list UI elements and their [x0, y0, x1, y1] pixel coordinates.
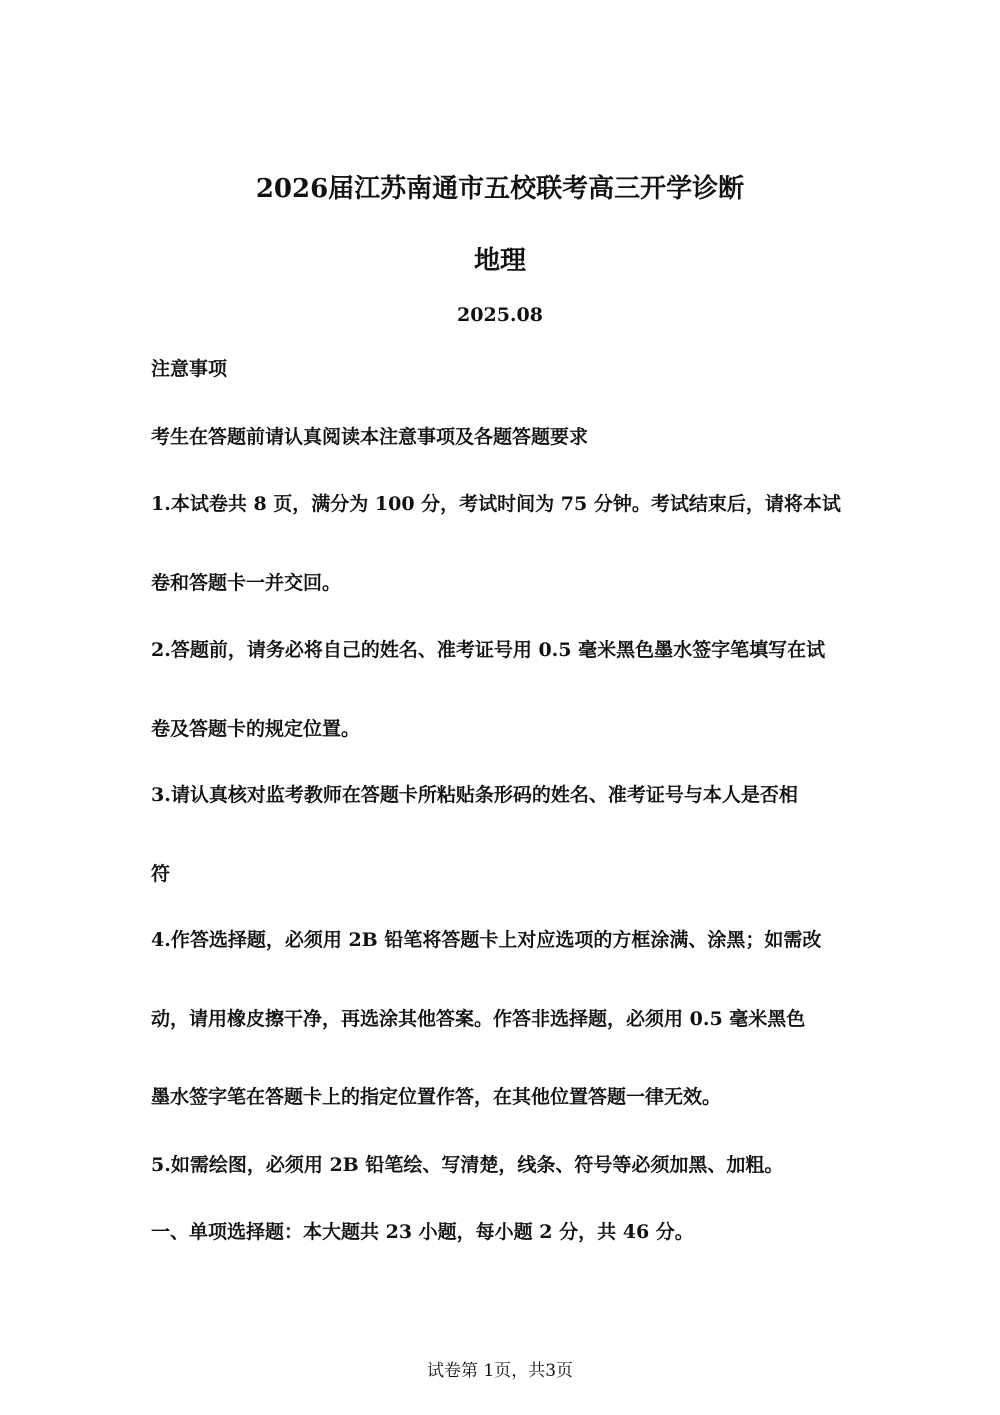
- notice-line: 卷和答题卡一并交回。: [151, 572, 342, 594]
- notice-heading: 注意事项: [151, 358, 228, 380]
- notice-line: 1.本试卷共 8 页，满分为 100 分，考试时间为 75 分钟。考试结束后，请将本试: [151, 493, 841, 515]
- notice-line: 3.请认真核对监考教师在答题卡所粘贴条形码的姓名、准考证号与本人是否相: [151, 784, 798, 806]
- notice-line: 5.如需绘图，必须用 2B 铅笔绘、写清楚，线条、符号等必须加黑、加粗。: [151, 1154, 784, 1176]
- page-footer: 试卷第 1页，共3页: [426, 1361, 574, 1381]
- notice-line: 2.答题前，请务必将自己的姓名、准考证号用 0.5 毫米黑色墨水签字笔填写在试: [151, 639, 826, 661]
- exam-date: 2025.08: [457, 304, 543, 326]
- exam-title: 2026届江苏南通市五校联考高三开学诊断: [255, 174, 745, 204]
- exam-subject: 地理: [473, 246, 526, 276]
- section-heading: 一、单项选择题：本大题共 23 小题，每小题 2 分，共 46 分。: [151, 1221, 694, 1243]
- notice-line: 墨水签字笔在答题卡上的指定位置作答，在其他位置答题一律无效。: [151, 1086, 722, 1108]
- notice-line: 动，请用橡皮擦干净，再选涂其他答案。作答非选择题，必须用 0.5 毫米黑色: [151, 1008, 806, 1030]
- notice-line: 卷及答题卡的规定位置。: [151, 718, 361, 740]
- notice-line: 4.作答选择题，必须用 2B 铅笔将答题卡上对应选项的方框涂满、涂黑；如需改: [151, 929, 822, 951]
- notice-line: 符: [151, 863, 171, 885]
- notice-intro: 考生在答题前请认真阅读本注意事项及各题答题要求: [151, 426, 589, 448]
